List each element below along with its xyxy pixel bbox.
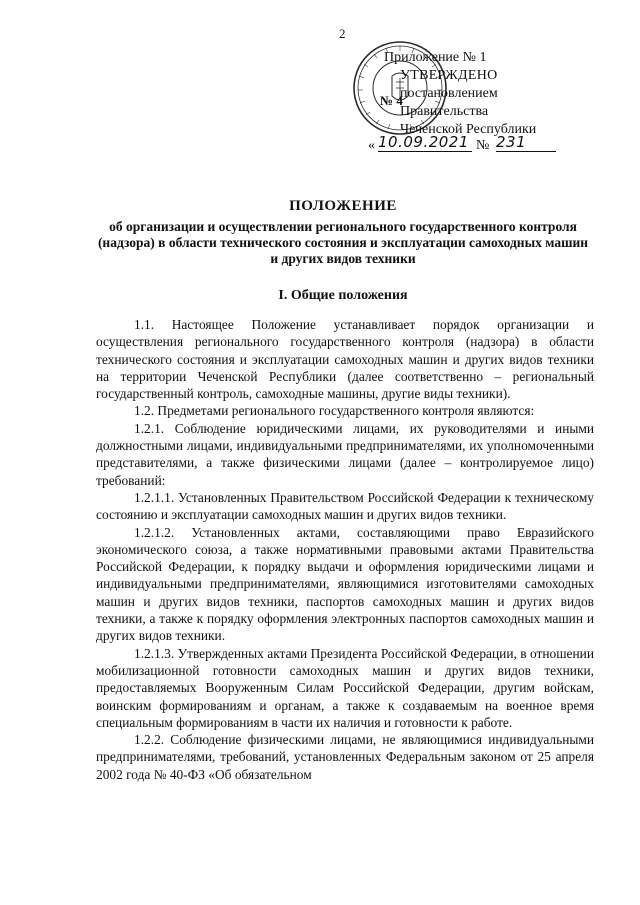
approval-line-government: Правительства (400, 104, 489, 119)
paragraph-1-2-1-2: 1.2.1.2. Установленных актами, составляющими право Евразийского экономического союза, а также нормативными правовыми актами Правительства Российской Федерации, к порядку выдачи и оформления юридическими лицами и индивидуальными предпринимателями, являющимися изготовителями самоходных машин и других видов техники, паспортов самоходных машин и других видов техники, а также к порядку оформления электронных паспортов самоходных машин и других видов техники. (96, 524, 594, 644)
approval-line-republic: Чеченской Республики (400, 122, 537, 137)
page-number: 2 (339, 26, 346, 41)
paragraph-1-2-1-3: 1.2.1.3. Утвержденных актами Президента Российской Федерации, в отношении мобилизационной готовности самоходных машин и других видов техники, предоставляемых Вооруженным Силам Российской Федерации, другим войскам, воинским формированиям и органам, а также к создаваемым на военное время специальным формированиям в части их наличия и готовности к работе. (96, 645, 594, 730)
document-title-block (96, 198, 590, 267)
paragraph-1-2-2: 1.2.2. Соблюдение физическими лицами, не являющимися индивидуальными предпринимателями, требований, установленных Федеральным законом от 25 апреля 2002 года № 40-ФЗ «Об обязательном (96, 732, 594, 782)
number-label: № (476, 138, 490, 153)
document-subtitle: об организации и осуществлении регионального государственного контроля (надзора) в области технического состояния и эксплуатации самоходных машин и других видов техники (97, 219, 589, 266)
paragraph-1-2-1: 1.2.1. Соблюдение юридическими лицами, их руководителями и иными должностными лицами, индивидуальными предпринимателями, их уполномоченными представителями, а также физическими лицами (далее – контролируемое лицо) требований: (96, 420, 594, 488)
document-body (96, 316, 594, 783)
section-heading: I. Общие положения (278, 288, 408, 303)
approval-date-line (368, 133, 588, 157)
date-open-quote: « (368, 138, 375, 153)
paragraph-1-1: 1.1. Настоящее Положение устанавливает порядок организации и осуществления регионального государственного контроля (надзора) в области технического состояния и эксплуатации самоходных машин и других видов техники на территории Чеченской Республики (далее соответственно – региональный государственный контроль, самоходные машины, другие виды техники). (96, 317, 594, 402)
paragraph-1-2: 1.2. Предметами регионального государственного контроля являются: (134, 403, 535, 419)
paragraph-1-2-1-1: 1.2.1.1. Установленных Правительством Российской Федерации к техническому состоянию и эксплуатации самоходных машин и других видов техники. (96, 489, 594, 523)
document-title: ПОЛОЖЕНИЕ (289, 198, 397, 214)
approval-number: 231 (496, 133, 556, 152)
approval-line-resolution: постановлением (400, 86, 498, 101)
approval-date: 10.09.2021 (378, 133, 472, 152)
approval-mark: № 4 (380, 93, 403, 108)
approved-label: УТВЕРЖДЕНО (400, 68, 498, 83)
approval-block (380, 49, 624, 139)
appendix-label: Приложение № 1 (384, 50, 487, 65)
